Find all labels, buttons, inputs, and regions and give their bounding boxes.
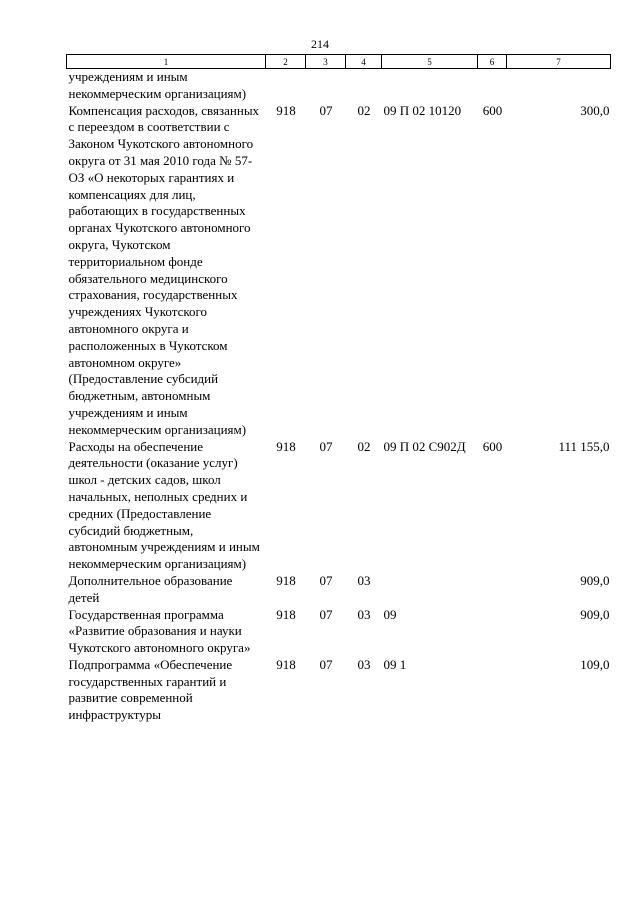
row-vr xyxy=(478,657,507,724)
row-section: 07 xyxy=(319,606,333,622)
row-subsection: 03 xyxy=(357,606,371,622)
row-section: 07 xyxy=(319,102,333,118)
row-ministry: 918 xyxy=(276,102,296,118)
row-target: 09 xyxy=(383,606,397,622)
table-row xyxy=(67,573,611,607)
column-header-3: 3 xyxy=(306,55,346,69)
budget-table xyxy=(66,54,611,724)
row-target xyxy=(382,573,478,607)
row-subsection: 03 xyxy=(357,572,371,588)
row-ministry: 918 xyxy=(276,438,296,454)
row-ministry: 918 xyxy=(276,606,296,622)
row-amount: 111 155,0 xyxy=(558,438,610,454)
row-amount xyxy=(507,69,611,103)
row-amount: 909,0 xyxy=(580,606,610,622)
table-row xyxy=(67,439,611,573)
row-target xyxy=(382,69,478,103)
row-name: Подпрограмма «Обеспечение государственных гарантий и развитие современной инфраструктуры xyxy=(68,656,233,723)
column-header-1: 1 xyxy=(67,55,266,69)
row-ministry: 918 xyxy=(276,572,296,588)
row-subsection: 02 xyxy=(357,102,371,118)
row-ministry xyxy=(266,69,306,103)
row-vr: 600 xyxy=(482,438,503,454)
row-section: 07 xyxy=(319,438,333,454)
column-header-7: 7 xyxy=(507,55,611,69)
column-header-6: 6 xyxy=(478,55,507,69)
row-name: учреждениям и иным некоммерческим организациям) xyxy=(68,69,247,101)
column-header-2: 2 xyxy=(266,55,306,69)
row-vr xyxy=(478,573,507,607)
page-number: 214 xyxy=(311,37,329,51)
row-subsection: 03 xyxy=(357,656,371,672)
row-amount: 300,0 xyxy=(580,102,610,118)
row-vr xyxy=(478,607,507,657)
row-target: 09 П 02 С902Д xyxy=(383,438,466,454)
row-section: 07 xyxy=(319,656,333,672)
table-row xyxy=(67,103,611,439)
table-row xyxy=(67,657,611,724)
row-amount: 109,0 xyxy=(580,656,610,672)
row-name: Дополнительное образование детей xyxy=(68,572,233,605)
row-subsection xyxy=(346,69,382,103)
row-section xyxy=(306,69,346,103)
row-vr xyxy=(478,69,507,103)
header-row xyxy=(67,55,611,69)
row-name: Компенсация расходов, связанных с переездом в соответствии с Законом Чукотского автономного округа от 31 мая 2010 года № 57-ОЗ «О некоторых гарантиях и компенсациях для лиц, работающих в государственных органах Чукотского автономного округа, Чукотском территориальном фонде обязательного медицинского страхования, государственных учреждениях Чукотского автономного округа и расположенных в Чукотском автономном округе» (Предоставление субсидий бюджетным, автономным учреждениям и иным некоммерческим организациям) xyxy=(68,102,260,437)
table-row xyxy=(67,69,611,103)
row-target: 09 1 xyxy=(383,656,407,672)
column-header-5: 5 xyxy=(382,55,478,69)
row-name: Государственная программа «Развитие образования и науки Чукотского автономного округа» xyxy=(68,606,251,656)
row-ministry: 918 xyxy=(276,656,296,672)
column-header-4: 4 xyxy=(346,55,382,69)
row-vr: 600 xyxy=(482,102,503,118)
row-subsection: 02 xyxy=(357,438,371,454)
row-section: 07 xyxy=(319,572,333,588)
row-target: 09 П 02 10120 xyxy=(383,102,462,118)
table-row xyxy=(67,607,611,657)
row-amount: 909,0 xyxy=(580,572,610,588)
row-name: Расходы на обеспечение деятельности (оказание услуг) школ - детских садов, школ начальных, неполных средних и средних (Предоставление субсидий бюджетным, автономным учреждениям и иным некоммерческим организациям) xyxy=(68,438,260,572)
